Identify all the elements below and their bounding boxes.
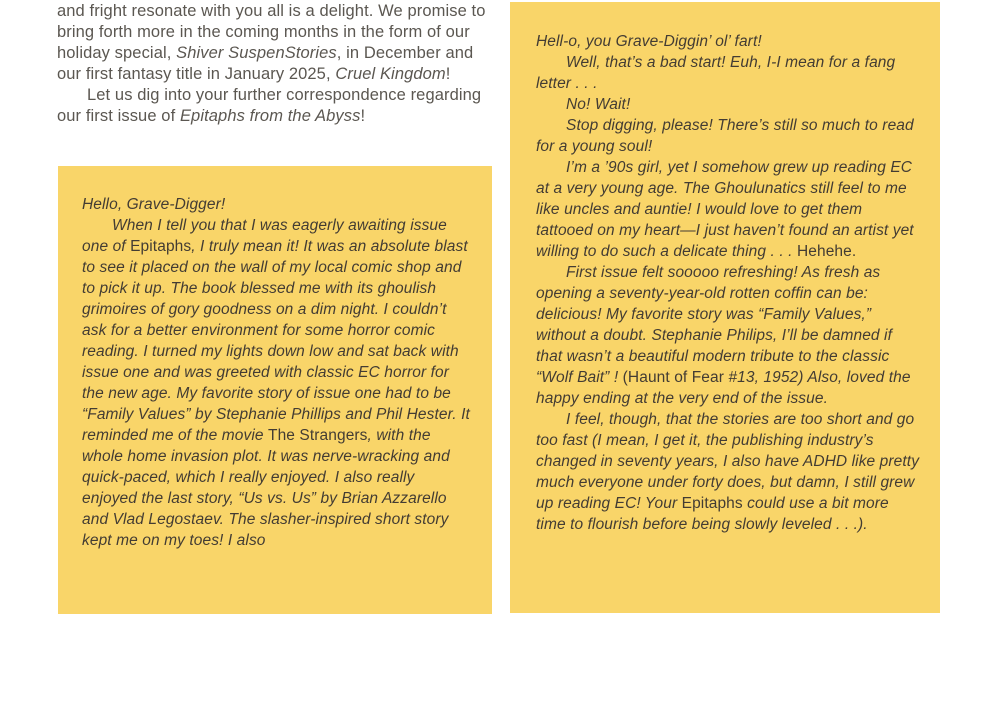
paragraph — [536, 31, 922, 52]
text-segment: and fright resonate with you all is a delight. We promise to bring forth more in the coming months in the form of our holiday special, — [57, 2, 486, 62]
text-segment: , with the whole home invasion plot. It was nerve-wracking and quick-paced, which I really enjoyed. I also really enjoyed the last story, “Us vs. Us” by Brian Azzarello and Vlad Legostaev. The slasher-inspired short story kept me on my toes! I also — [82, 427, 450, 549]
intro-paragraphs — [57, 1, 493, 127]
paragraph — [536, 94, 922, 115]
letter-box-2 — [510, 2, 940, 613]
text-segment: ! — [445, 65, 451, 83]
text-segment: Well, that’s a bad start! Euh, I-I mean for a fang letter . . . — [536, 54, 896, 92]
text-segment: #13, 1952) — [724, 369, 804, 386]
text-segment: Stop digging, please! There’s still so much to read for a young soul! — [536, 117, 914, 155]
text-segment: First issue felt sooooo refreshing! As fresh as opening a seventy-year-old rotten coffin can be: delicious! My favorite story was “Family Values,” without a doubt. Stephanie Philips, I’ll be damned if that wasn’t a beautiful modern tribute to the classic “Wolf Bait” ! — [536, 264, 892, 386]
text-segment: (Haunt of Fear — [622, 369, 725, 386]
paragraph — [82, 215, 470, 551]
text-segment: Hehehe. — [796, 243, 857, 260]
text-segment: Epitaphs from the Abyss — [179, 107, 361, 125]
text-segment: Epitaphs — [681, 495, 743, 512]
paragraph — [536, 157, 922, 262]
letter-box-1 — [58, 166, 492, 614]
text-segment: , I truly mean it! It was an absolute blast to see it placed on the wall of my local comic shop and to pick it up. The book blessed me with its ghoulish grimoires of gory goodness on a dim night. I couldn’t ask for a better environment for some horror comic reading. I turned my lights down low and sat back with issue one and was greeted with classic EC horror for the new age. My favorite story of issue one had to be “Family Values” by Stephanie Phillips and Phil Hester. It reminded me of the movie — [82, 238, 470, 444]
text-segment: No! Wait! — [566, 96, 631, 113]
text-segment: Hell-o, you Grave-Diggin’ ol’ fart! — [536, 33, 762, 50]
text-segment: When I tell you that I was eagerly awaiting issue one of — [82, 217, 447, 255]
text-segment: I feel, though, that the stories are too short and go too fast (I mean, I get it, the publishing industry’s changed in seventy years, I also have ADHD like pretty much everyone under forty does, but damn, I still grew up reading EC! Your — [536, 411, 920, 512]
text-segment: Hello, Grave-Digger! — [82, 196, 226, 213]
paragraph — [536, 262, 922, 409]
paragraph — [536, 115, 922, 157]
text-segment: Epitaphs — [130, 238, 192, 255]
paragraph — [57, 1, 493, 85]
text-segment: Cruel Kingdom — [335, 65, 446, 83]
text-segment: Shiver SuspenStories — [176, 44, 337, 62]
text-segment: ! — [360, 107, 366, 125]
text-segment: could use a bit more time to flourish before being slowly leveled . . .). — [536, 495, 889, 533]
paragraph — [57, 85, 493, 127]
text-segment: Also, loved the happy ending at the very end of the issue. — [536, 369, 911, 407]
paragraph — [536, 52, 922, 94]
paragraph — [82, 194, 470, 215]
paragraph — [536, 409, 922, 535]
text-segment: The Strangers — [268, 427, 368, 444]
text-segment: Let us dig into your further correspondence regarding our first issue of — [57, 86, 482, 125]
text-segment: , in December and our first fantasy title in January 2025, — [57, 44, 474, 83]
text-segment: I’m a ’90s girl, yet I somehow grew up reading EC at a very young age. The Ghoulunatics still feel to me like uncles and auntie! I would love to get them tattooed on my heart—I just haven’t found an artist yet willing to do such a delicate thing . . . — [536, 159, 914, 260]
